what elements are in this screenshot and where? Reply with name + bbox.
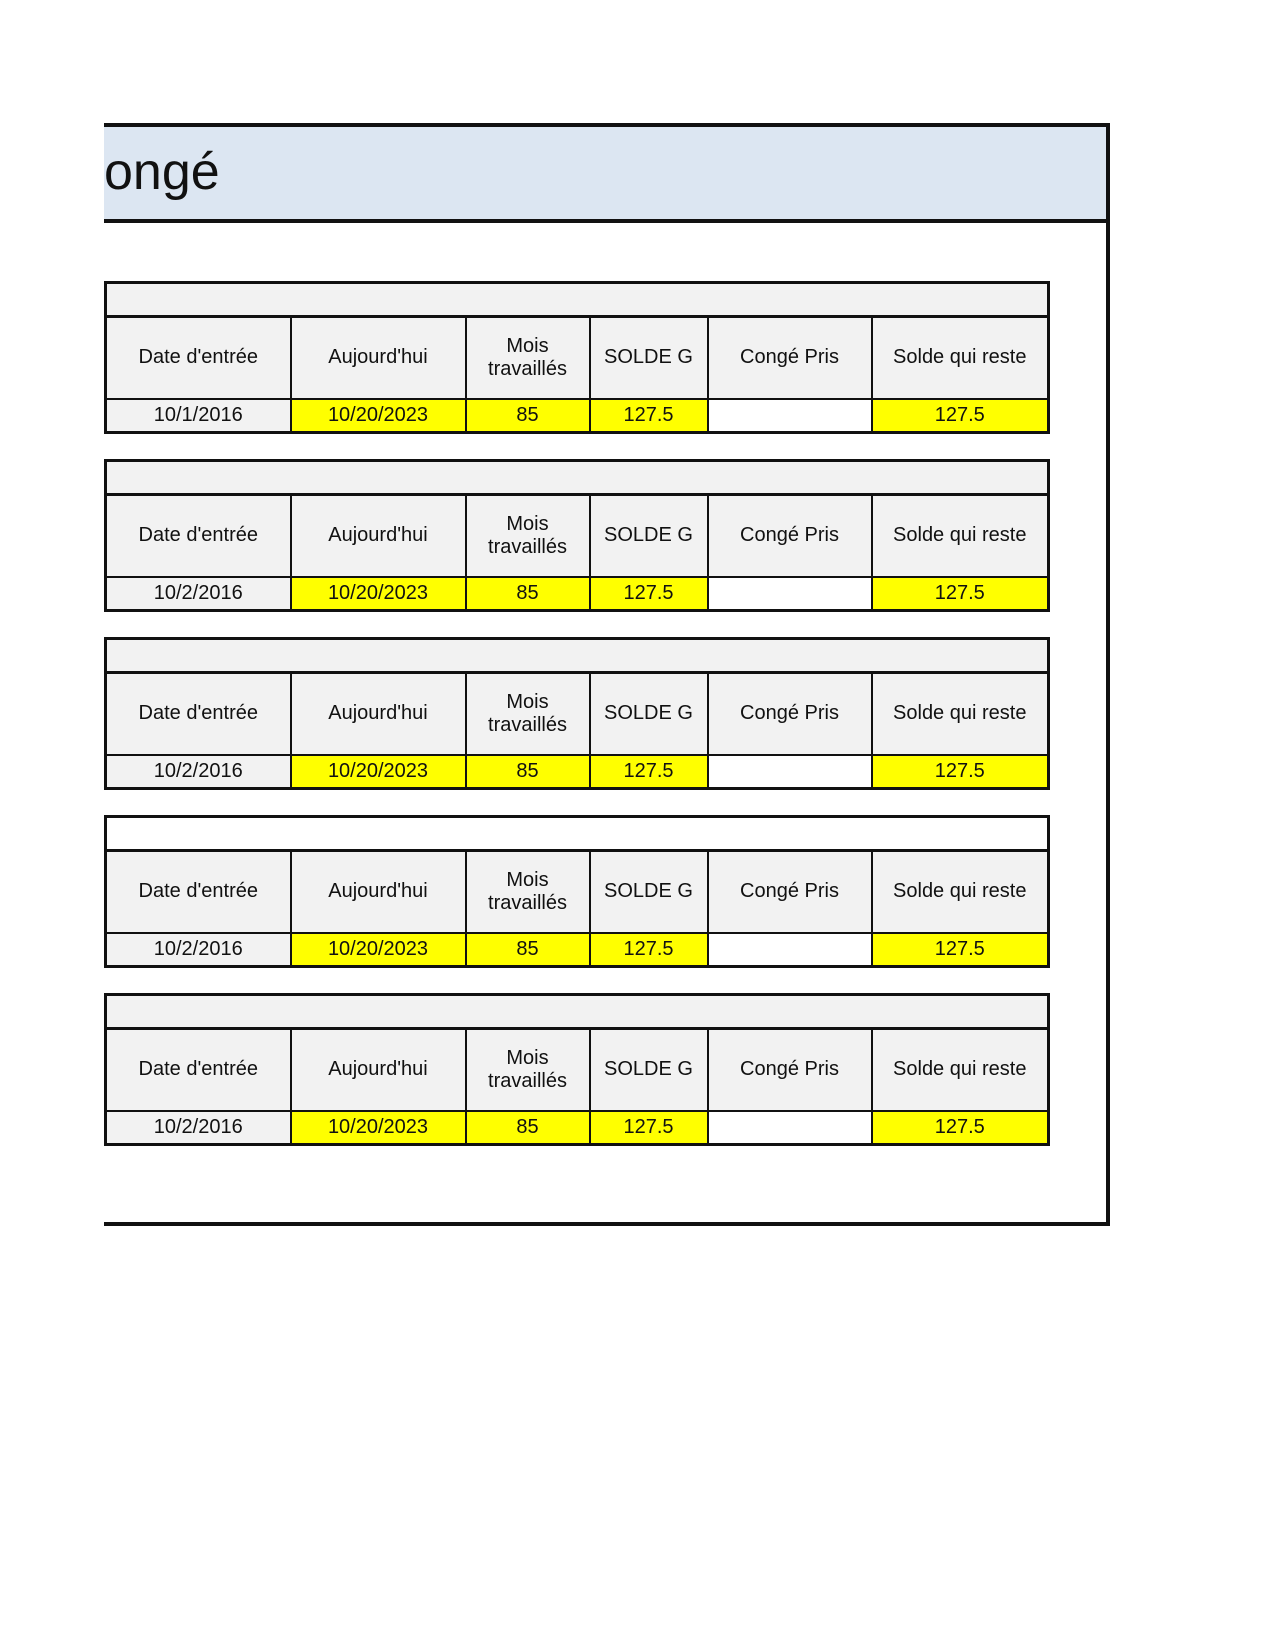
- title-band: [104, 127, 1106, 223]
- page-title: ongé: [104, 143, 220, 201]
- mois-cell[interactable]: 85: [466, 399, 590, 433]
- header-mois-line2: travaillés: [488, 1069, 567, 1092]
- table-band: [106, 639, 1049, 673]
- leave-table-2: [104, 459, 1050, 612]
- aujourdhui-cell[interactable]: 10/20/2023: [291, 577, 466, 611]
- date-entree-cell[interactable]: 10/2/2016: [106, 933, 291, 967]
- aujourdhui-cell[interactable]: 10/20/2023: [291, 755, 466, 789]
- header-mois-travailles: [466, 317, 590, 399]
- conge-pris-cell[interactable]: [708, 933, 872, 967]
- header-mois-line2: travaillés: [488, 891, 567, 914]
- header-solde-g: SOLDE G: [590, 317, 708, 399]
- table-band: [106, 817, 1049, 851]
- header-mois-travailles: [466, 851, 590, 933]
- employee-name-cell[interactable]: [106, 995, 1049, 1029]
- header-date-entree: Date d'entrée: [106, 673, 291, 755]
- solde-g-cell[interactable]: 127.5: [590, 399, 708, 433]
- header-conge-pris: Congé Pris: [708, 495, 872, 577]
- header-aujourdhui: Aujourd'hui: [291, 851, 466, 933]
- header-aujourdhui: Aujourd'hui: [291, 495, 466, 577]
- mois-cell[interactable]: 85: [466, 755, 590, 789]
- header-conge-pris: Congé Pris: [708, 851, 872, 933]
- solde-g-cell[interactable]: 127.5: [590, 1111, 708, 1145]
- header-solde-g: SOLDE G: [590, 1029, 708, 1111]
- leave-table-5: [104, 993, 1050, 1146]
- header-conge-pris: Congé Pris: [708, 1029, 872, 1111]
- header-date-entree: Date d'entrée: [106, 1029, 291, 1111]
- table-row: [106, 755, 1049, 789]
- conge-pris-cell[interactable]: [708, 755, 872, 789]
- date-entree-cell[interactable]: 10/1/2016: [106, 399, 291, 433]
- table-row: [106, 1111, 1049, 1145]
- header-row: [106, 317, 1049, 399]
- header-mois-line1: Mois: [506, 868, 549, 891]
- conge-pris-cell[interactable]: [708, 399, 872, 433]
- header-solde-reste: Solde qui reste: [872, 1029, 1049, 1111]
- conge-pris-cell[interactable]: [708, 577, 872, 611]
- header-aujourdhui: Aujourd'hui: [291, 673, 466, 755]
- header-conge-pris: Congé Pris: [708, 673, 872, 755]
- header-row: [106, 851, 1049, 933]
- header-solde-reste: Solde qui reste: [872, 317, 1049, 399]
- solde-reste-cell[interactable]: 127.5: [872, 1111, 1049, 1145]
- aujourdhui-cell[interactable]: 10/20/2023: [291, 933, 466, 967]
- table-band: [106, 995, 1049, 1029]
- table-row: [106, 577, 1049, 611]
- header-mois-line2: travaillés: [488, 357, 567, 380]
- aujourdhui-cell[interactable]: 10/20/2023: [291, 399, 466, 433]
- employee-name-cell[interactable]: [106, 639, 1049, 673]
- date-entree-cell[interactable]: 10/2/2016: [106, 577, 291, 611]
- leave-table-1: [104, 281, 1050, 434]
- header-row: [106, 1029, 1049, 1111]
- header-date-entree: Date d'entrée: [106, 851, 291, 933]
- employee-name-cell[interactable]: [106, 461, 1049, 495]
- header-mois-travailles: [466, 673, 590, 755]
- header-solde-g: SOLDE G: [590, 851, 708, 933]
- solde-g-cell[interactable]: 127.5: [590, 933, 708, 967]
- solde-g-cell[interactable]: 127.5: [590, 755, 708, 789]
- header-mois-line1: Mois: [506, 334, 549, 357]
- employee-name-cell[interactable]: [106, 817, 1049, 851]
- header-row: [106, 495, 1049, 577]
- header-mois-line2: travaillés: [488, 713, 567, 736]
- leave-table-3: [104, 637, 1050, 790]
- mois-cell[interactable]: 85: [466, 577, 590, 611]
- mois-cell[interactable]: 85: [466, 1111, 590, 1145]
- mois-cell[interactable]: 85: [466, 933, 590, 967]
- header-solde-g: SOLDE G: [590, 673, 708, 755]
- header-solde-reste: Solde qui reste: [872, 851, 1049, 933]
- date-entree-cell[interactable]: 10/2/2016: [106, 755, 291, 789]
- header-mois-line1: Mois: [506, 1046, 549, 1069]
- solde-reste-cell[interactable]: 127.5: [872, 577, 1049, 611]
- solde-reste-cell[interactable]: 127.5: [872, 755, 1049, 789]
- table-row: [106, 933, 1049, 967]
- table-band: [106, 461, 1049, 495]
- header-conge-pris: Congé Pris: [708, 317, 872, 399]
- date-entree-cell[interactable]: 10/2/2016: [106, 1111, 291, 1145]
- solde-g-cell[interactable]: 127.5: [590, 577, 708, 611]
- solde-reste-cell[interactable]: 127.5: [872, 933, 1049, 967]
- header-mois-travailles: [466, 1029, 590, 1111]
- header-aujourdhui: Aujourd'hui: [291, 1029, 466, 1111]
- table-row: [106, 399, 1049, 433]
- header-row: [106, 673, 1049, 755]
- header-solde-reste: Solde qui reste: [872, 673, 1049, 755]
- header-date-entree: Date d'entrée: [106, 495, 291, 577]
- header-mois-line2: travaillés: [488, 535, 567, 558]
- header-solde-g: SOLDE G: [590, 495, 708, 577]
- header-mois-line1: Mois: [506, 512, 549, 535]
- header-aujourdhui: Aujourd'hui: [291, 317, 466, 399]
- table-band: [106, 283, 1049, 317]
- header-date-entree: Date d'entrée: [106, 317, 291, 399]
- solde-reste-cell[interactable]: 127.5: [872, 399, 1049, 433]
- aujourdhui-cell[interactable]: 10/20/2023: [291, 1111, 466, 1145]
- employee-name-cell[interactable]: [106, 283, 1049, 317]
- header-solde-reste: Solde qui reste: [872, 495, 1049, 577]
- leave-table-4: [104, 815, 1050, 968]
- header-mois-travailles: [466, 495, 590, 577]
- header-mois-line1: Mois: [506, 690, 549, 713]
- conge-pris-cell[interactable]: [708, 1111, 872, 1145]
